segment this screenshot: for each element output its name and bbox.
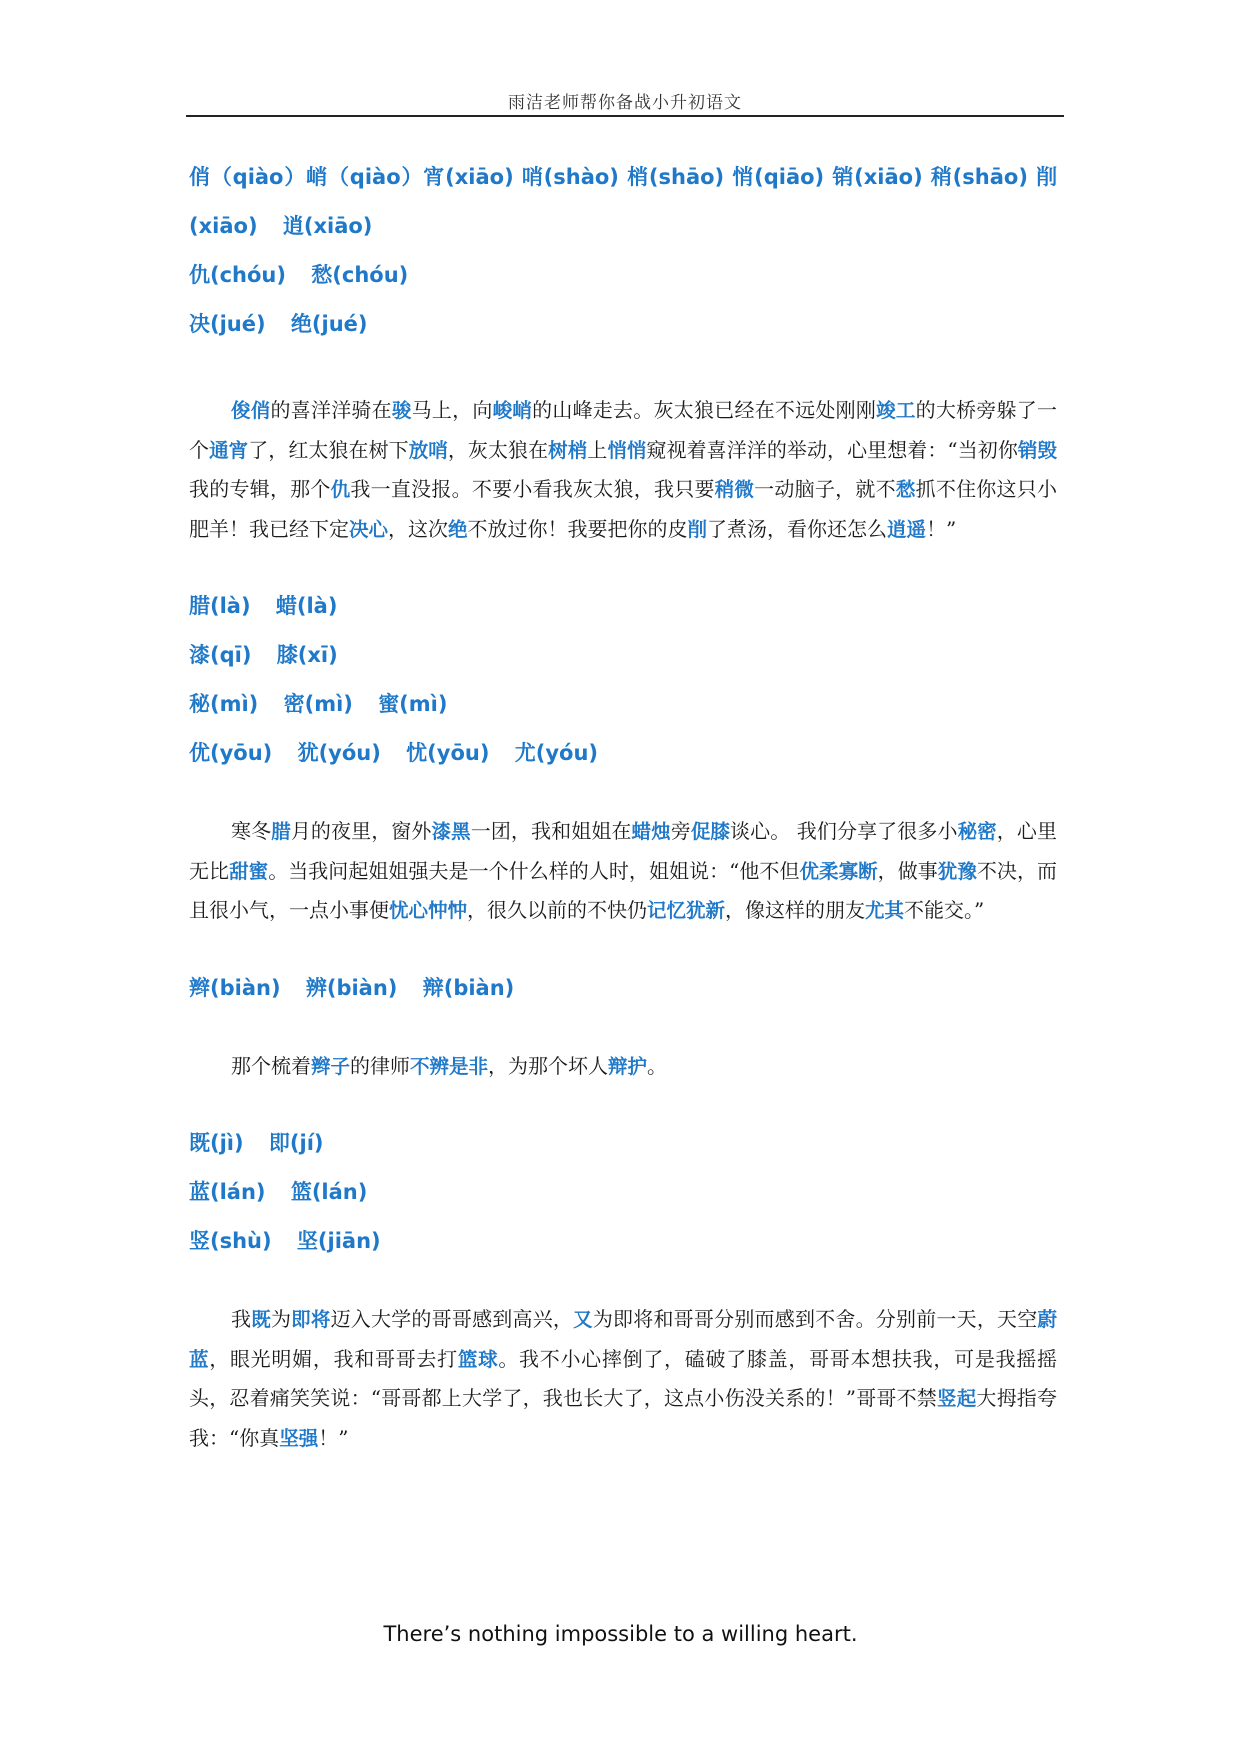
word-entry: 秘(mì) xyxy=(189,692,259,716)
paragraph-text: 我的专辑，那个 xyxy=(189,477,331,501)
main-content xyxy=(189,157,1057,1458)
paragraph-text: ，为那个坏人 xyxy=(488,1053,609,1078)
paragraph-text: ，像这样的朋友 xyxy=(725,898,866,922)
paragraph-text: ，眼光明媚，我和哥哥去打 xyxy=(209,1346,458,1371)
word-entry: 辩(biàn) xyxy=(422,975,515,1000)
header-divider xyxy=(186,115,1064,117)
word-group xyxy=(189,157,1057,353)
highlighted-term: 仇 xyxy=(330,478,351,501)
spacer xyxy=(189,931,1057,968)
highlighted-term: 蔚蓝 xyxy=(189,1308,1057,1371)
word-entry: 销(xiāo) xyxy=(832,165,923,189)
paragraph-text: ！” xyxy=(318,1425,349,1450)
word-group xyxy=(189,1123,1057,1270)
word-line xyxy=(189,635,1057,684)
paragraph-text: 窥视着喜洋洋的举动，心里想着：“当初你 xyxy=(646,437,1018,462)
highlighted-term: 坚强 xyxy=(279,1426,319,1450)
word-entry: 悄(qiāo) xyxy=(732,165,825,189)
highlighted-term: 放哨 xyxy=(408,438,448,462)
example-paragraph xyxy=(189,1047,1057,1087)
highlighted-term: 蜡烛 xyxy=(631,820,671,843)
paragraph-text: 那个梳着 xyxy=(231,1053,311,1078)
word-entry: 忧(yōu) xyxy=(406,741,490,765)
paragraph-text: 了，红太狼在树下 xyxy=(248,437,409,462)
word-line xyxy=(189,586,1057,635)
paragraph-text: 月的夜里，窗外 xyxy=(290,819,432,843)
word-line xyxy=(189,304,1057,353)
paragraph-text: 大拇指夸我：“你真 xyxy=(189,1386,1058,1450)
highlighted-term: 优柔寡断 xyxy=(799,859,878,883)
word-entry: 竖(shù) xyxy=(189,1229,272,1253)
paragraph-text: 为即将和哥哥分别而感到不舍。分别前一天，天空 xyxy=(592,1307,1038,1331)
paragraph-text: 不放过你！我要把你的皮 xyxy=(467,516,688,541)
paragraph-text: 。我不小心摔倒了，磕破了膝盖，哥哥本想扶我，可是我摇摇头，忍着痛笑笑说：“哥哥都上大学了，我也长大了，这点小伤没关系的！”哥哥不禁 xyxy=(189,1346,1057,1410)
spacer xyxy=(189,1086,1057,1123)
page-header-title: 雨洁老师帮你备战小升初语文 xyxy=(508,93,742,113)
spacer xyxy=(189,549,1057,586)
word-entry: 即(jí) xyxy=(268,1131,324,1155)
paragraph-text: ，做事 xyxy=(877,858,938,883)
paragraph-text: 的律师 xyxy=(350,1053,411,1078)
paragraph-text: 的山峰走去。灰太狼已经在不远处刚刚 xyxy=(532,398,877,422)
highlighted-term: 竣工 xyxy=(876,399,916,422)
highlighted-term: 辩护 xyxy=(608,1054,648,1078)
word-entry: 密(mì) xyxy=(283,692,353,716)
word-line xyxy=(189,206,1057,255)
word-entry: 梢(shāo) xyxy=(627,165,725,189)
highlighted-term: 尤其 xyxy=(865,899,905,922)
word-entry: 削 xyxy=(1036,165,1058,189)
word-line xyxy=(189,733,1057,782)
word-line xyxy=(189,255,1057,304)
highlighted-term: 绝 xyxy=(448,517,468,541)
paragraph-text: ，心里无比 xyxy=(189,819,1057,883)
spacer xyxy=(189,782,1057,812)
highlighted-term: 销毁 xyxy=(1017,438,1057,462)
paragraph-text: ，这次 xyxy=(388,516,449,541)
highlighted-term: 促膝 xyxy=(690,820,731,843)
word-entry: 俏（qiào）峭（qiào）宵(xiāo) xyxy=(189,165,514,189)
paragraph-text: 的喜洋洋骑在 xyxy=(270,398,392,422)
highlighted-term: 通宵 xyxy=(209,438,249,462)
word-group xyxy=(189,968,1057,1017)
paragraph-text: 了煮汤，看你还怎么 xyxy=(707,516,888,541)
example-paragraph xyxy=(189,812,1057,931)
highlighted-term: 愁 xyxy=(895,478,916,501)
paragraph-text: 。 xyxy=(647,1053,668,1078)
word-entry: 漆(qī) xyxy=(189,643,252,667)
word-entry: 既(jì) xyxy=(189,1131,244,1155)
spacer xyxy=(189,1017,1057,1047)
highlighted-term: 又 xyxy=(573,1308,593,1331)
highlighted-term: 忧心忡忡 xyxy=(389,899,468,922)
word-entry: 优(yōu) xyxy=(189,741,273,765)
highlighted-term: 峻峭 xyxy=(492,399,533,422)
paragraph-text: 谈心。 我们分享了很多小 xyxy=(730,819,958,843)
highlighted-term: 俊俏 xyxy=(231,399,271,422)
highlighted-term: 竖起 xyxy=(937,1387,977,1410)
paragraph-text: 马上，向 xyxy=(411,398,493,422)
paragraph-text: 我一直没报。不要小看我灰太狼，我只要 xyxy=(350,477,715,501)
paragraph-text: 不能交。” xyxy=(904,898,985,922)
footer-motto: There’s nothing impossible to a willing heart. xyxy=(383,1622,858,1646)
word-entry: (xiāo) xyxy=(189,214,258,238)
word-entry: 绝(jué) xyxy=(290,312,368,336)
word-entry: 蜜(mì) xyxy=(378,692,448,716)
paragraph-text: 的大桥旁躲了一个 xyxy=(189,398,1058,462)
highlighted-term: 决心 xyxy=(349,517,389,541)
highlighted-term: 树梢 xyxy=(548,438,588,462)
word-entry: 篮(lán) xyxy=(290,1180,368,1204)
paragraph-text: 为 xyxy=(270,1307,292,1331)
word-line xyxy=(189,968,1057,1017)
word-group xyxy=(189,586,1057,782)
highlighted-term: 辫子 xyxy=(311,1054,351,1078)
highlighted-term: 既 xyxy=(251,1308,271,1331)
highlighted-term: 篮球 xyxy=(457,1347,499,1371)
word-entry: 辨(biàn) xyxy=(305,975,398,1000)
example-paragraph xyxy=(189,1300,1057,1458)
paragraph-text: 上 xyxy=(587,437,608,462)
highlighted-term: 骏 xyxy=(391,399,412,422)
paragraph-text: ，灰太狼在 xyxy=(447,437,549,462)
highlighted-term: 稍微 xyxy=(714,478,755,501)
word-entry: 稍(shāo) xyxy=(930,165,1028,189)
paragraph-text: 旁 xyxy=(670,819,691,843)
word-entry: 愁(chóu) xyxy=(311,263,409,287)
example-paragraph xyxy=(189,391,1057,549)
word-entry: 腊(là) xyxy=(189,594,251,618)
word-entry: 尤(yóu) xyxy=(514,741,598,765)
paragraph-text: 一动脑子，就不 xyxy=(754,477,896,501)
highlighted-term: 逍遥 xyxy=(887,517,927,541)
spacer xyxy=(189,1270,1057,1300)
word-entry: 蜡(là) xyxy=(275,594,338,618)
word-line xyxy=(189,1172,1057,1221)
paragraph-text: 抓不住你这只小肥羊！我已经下定 xyxy=(189,477,1058,541)
highlighted-term: 漆黑 xyxy=(431,820,471,843)
paragraph-text: ！” xyxy=(926,516,957,541)
highlighted-term: 记忆犹新 xyxy=(647,899,726,922)
word-line xyxy=(189,684,1057,733)
paragraph-text: 寒冬 xyxy=(231,819,272,843)
spacer xyxy=(189,353,1057,391)
paragraph-text: 不决，而且很小气，一点小事便 xyxy=(189,858,1058,922)
highlighted-term: 甜蜜 xyxy=(229,859,269,883)
paragraph-text: 。当我问起姐姐强夫是一个什么样的人时，姐姐说：“他不但 xyxy=(268,858,800,883)
word-entry: 辫(biàn) xyxy=(189,975,281,1000)
paragraph-text: ，很久以前的不快仍 xyxy=(467,898,648,922)
word-entry: 坚(jiān) xyxy=(296,1229,381,1253)
paragraph-text: 迈入大学的哥哥感到高兴， xyxy=(330,1307,574,1331)
word-entry: 哨(shào) xyxy=(521,165,619,189)
highlighted-term: 秘密 xyxy=(957,820,997,843)
highlighted-term: 不辨是非 xyxy=(410,1054,489,1078)
word-entry: 膝(xī) xyxy=(276,643,338,667)
word-line xyxy=(189,1221,1057,1270)
word-entry: 决(jué) xyxy=(189,312,266,336)
word-entry: 仇(chóu) xyxy=(189,263,286,287)
highlighted-term: 犹豫 xyxy=(937,859,977,883)
paragraph-text: 一团，我和姐姐在 xyxy=(470,819,632,843)
paragraph-text: 我 xyxy=(231,1307,252,1331)
highlighted-term: 腊 xyxy=(271,820,291,843)
highlighted-term: 削 xyxy=(687,517,708,541)
word-line xyxy=(189,1123,1057,1172)
word-line xyxy=(189,157,1057,206)
word-entry: 犹(yóu) xyxy=(297,741,381,765)
highlighted-term: 即将 xyxy=(291,1308,331,1331)
word-entry: 蓝(lán) xyxy=(189,1180,266,1204)
highlighted-term: 悄悄 xyxy=(607,438,647,462)
word-entry: 逍(xiāo) xyxy=(282,214,373,238)
